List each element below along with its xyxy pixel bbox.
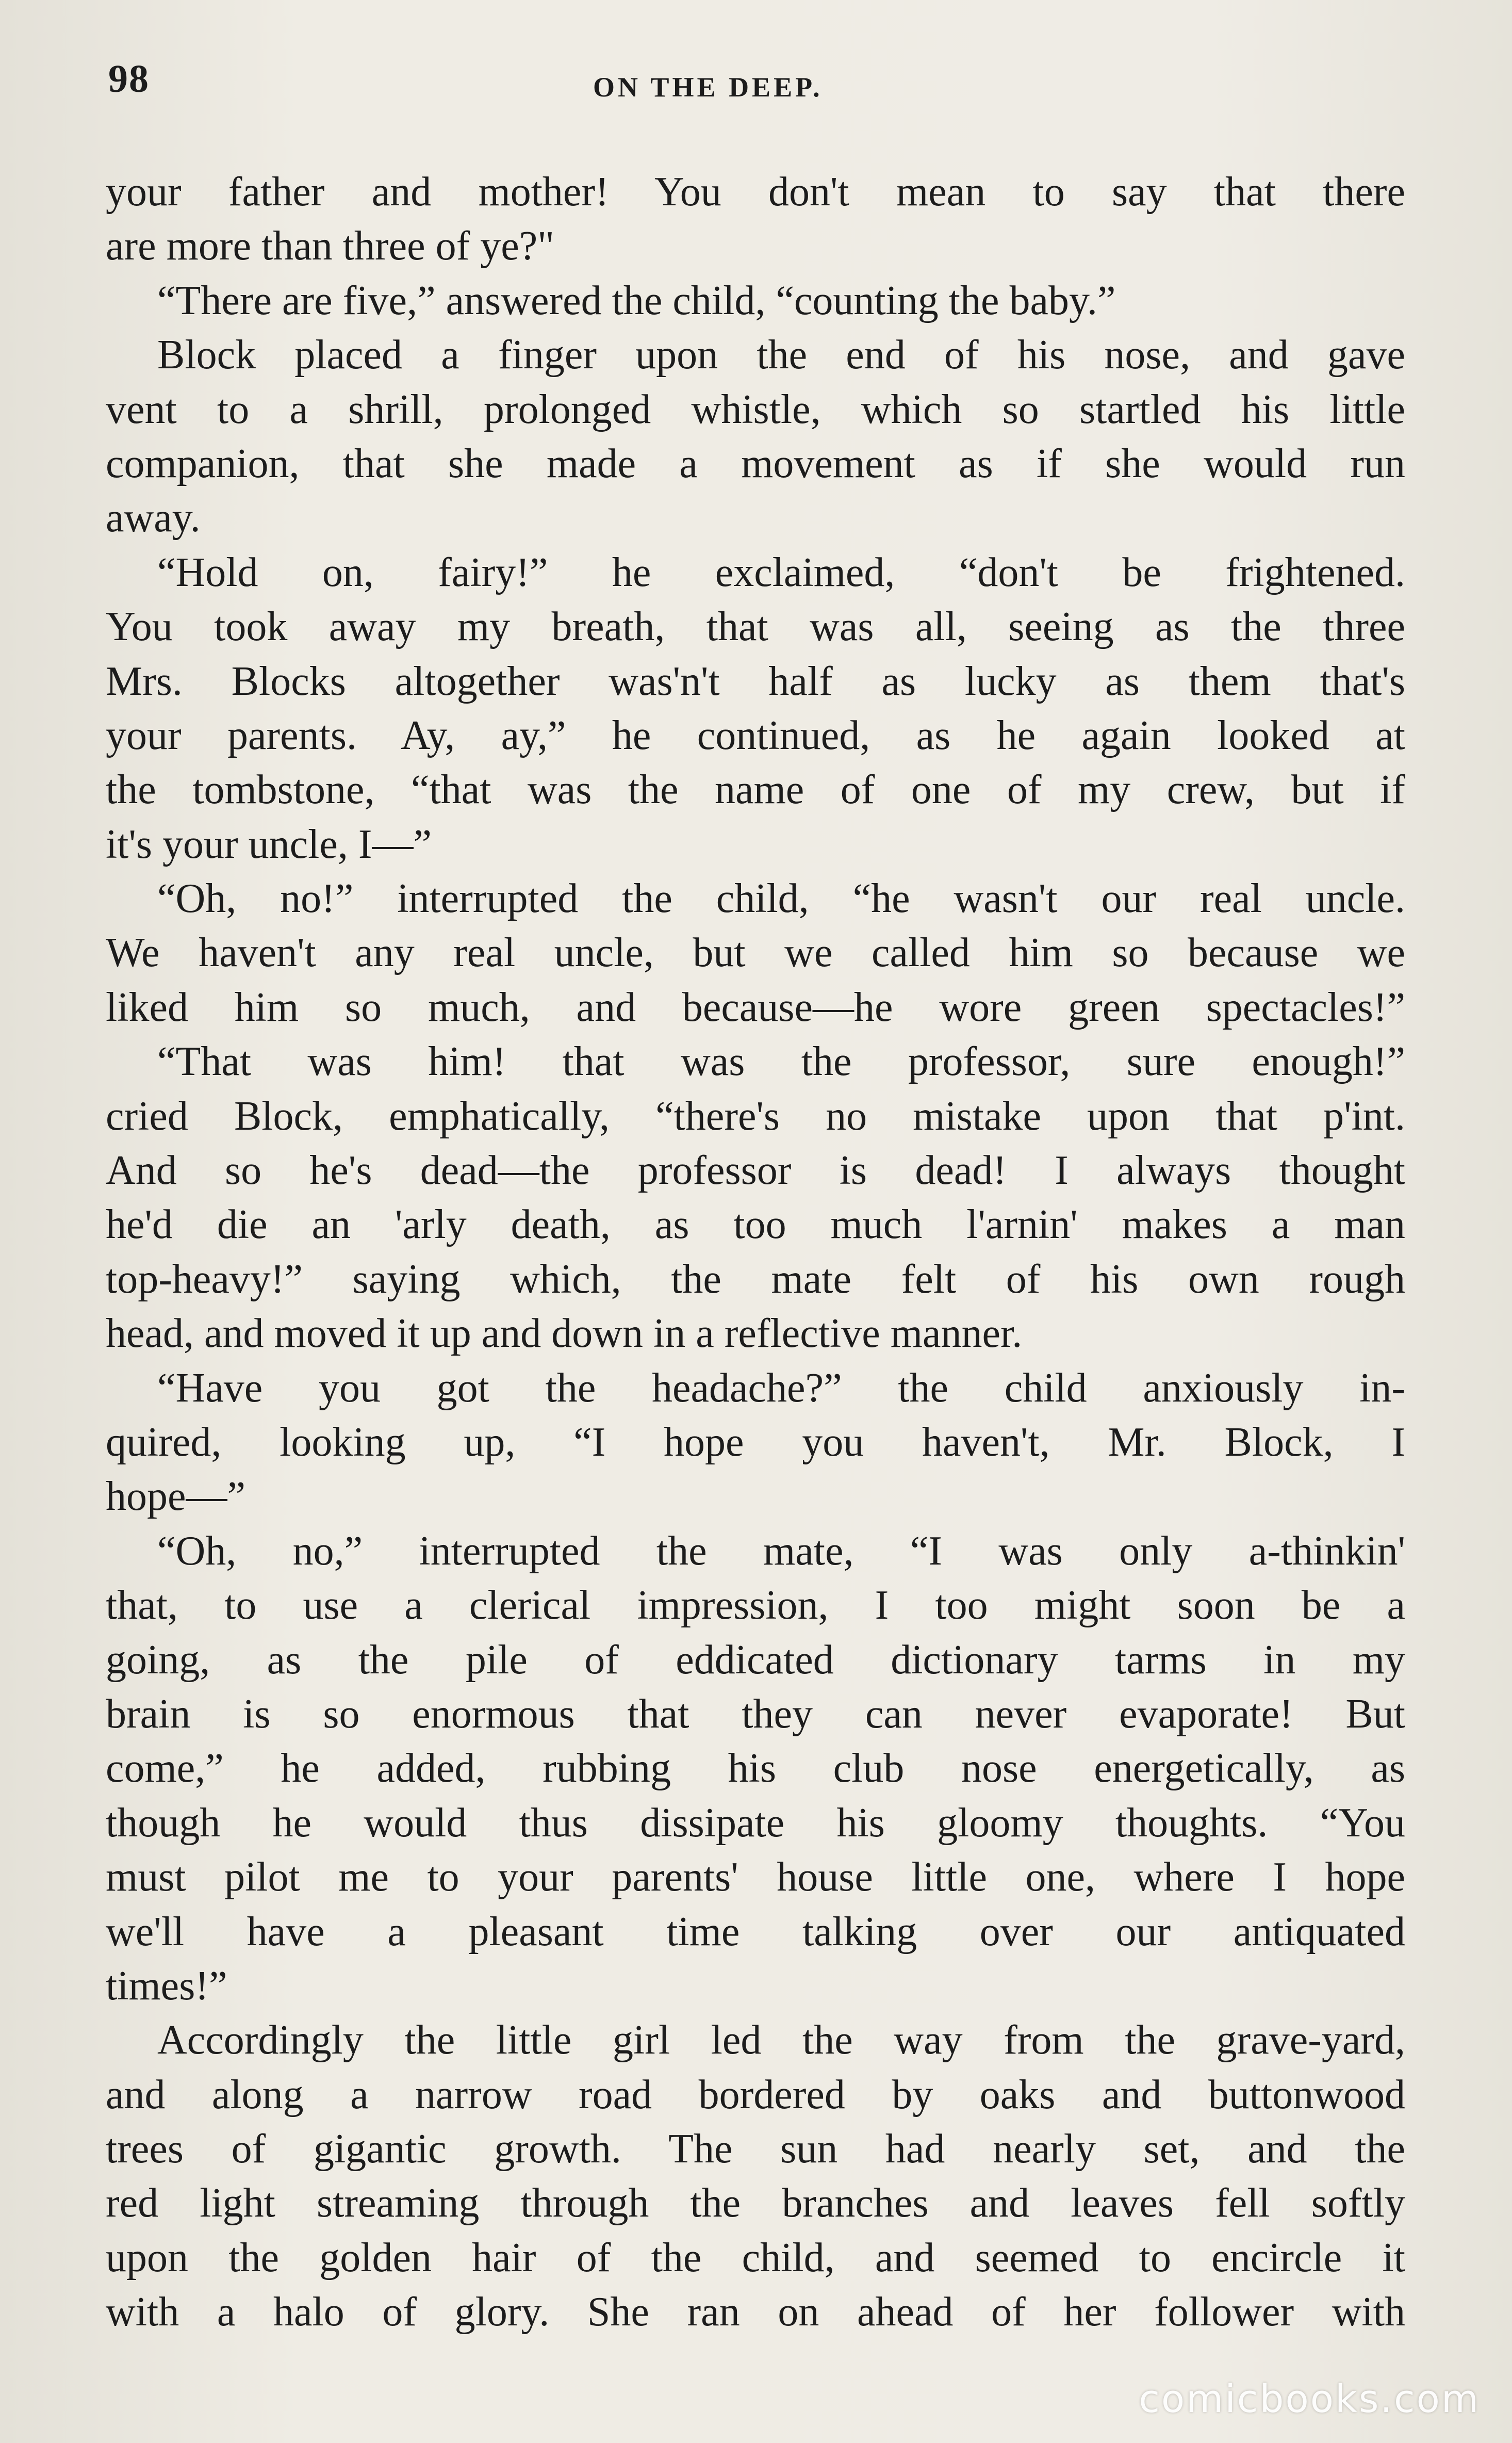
text-line: it's your uncle, I—” bbox=[106, 821, 432, 867]
text-line: your parents. Ay, ay,” he continued, as he again looked at bbox=[106, 712, 1405, 758]
text-line: the tombstone, “that was the name of one of my crew, but if bbox=[106, 767, 1405, 813]
text-line: away. bbox=[106, 495, 201, 541]
text-line: with a halo of glory. She ran on ahead of her follower with bbox=[106, 2289, 1405, 2335]
text-line: “That was him! that was the professor, sure enough!” bbox=[157, 1039, 1405, 1085]
text-line: And so he's dead—the professor is dead! I always thought bbox=[106, 1148, 1405, 1194]
text-line: we'll have a pleasant time talking over our antiquated bbox=[106, 1909, 1405, 1955]
running-head: ON THE DEEP. bbox=[593, 72, 823, 103]
text-line: “Oh, no,” interrupted the mate, “I was only a-thinkin' bbox=[157, 1528, 1405, 1574]
text-line: that, to use a clerical impression, I too might soon be a bbox=[106, 1583, 1405, 1628]
text-line: You took away my breath, that was all, seeing as the three bbox=[106, 604, 1405, 650]
text-line: top-heavy!” saying which, the mate felt of his own rough bbox=[106, 1256, 1405, 1302]
text-line: hope—” bbox=[106, 1474, 246, 1520]
text-line: trees of gigantic growth. The sun had nearly set, and the bbox=[106, 2126, 1405, 2172]
text-line: brain is so enormous that they can never evaporate! But bbox=[106, 1691, 1405, 1737]
page-header bbox=[108, 57, 1408, 113]
text-line: Accordingly the little girl led the way from the grave-yard, bbox=[157, 2017, 1405, 2063]
text-line: quired, looking up, “I hope you haven't, Mr. Block, I bbox=[106, 1419, 1405, 1465]
text-line: must pilot me to your parents' house little one, where I hope bbox=[106, 1854, 1405, 1900]
watermark: comicbooks.com bbox=[1139, 2377, 1480, 2421]
text-line: upon the golden hair of the child, and seemed to encircle it bbox=[106, 2235, 1405, 2281]
text-line: vent to a shrill, prolonged whistle, which so startled his little bbox=[106, 386, 1405, 432]
text-line: cried Block, emphatically, “there's no mistake upon that p'int. bbox=[106, 1093, 1405, 1139]
text-line: “Hold on, fairy!” he exclaimed, “don't be frightened. bbox=[157, 549, 1405, 595]
body-text bbox=[106, 165, 1405, 2340]
text-line: “There are five,” answered the child, “counting the baby.” bbox=[157, 278, 1116, 323]
text-line: going, as the pile of eddicated dictionary tarms in my bbox=[106, 1637, 1405, 1683]
text-line: head, and moved it up and down in a reflective manner. bbox=[106, 1311, 1023, 1357]
text-line: We haven't any real uncle, but we called him so because we bbox=[106, 930, 1405, 976]
text-line: Mrs. Blocks altogether was'n't half as lucky as them that's bbox=[106, 658, 1405, 704]
text-line: “Oh, no!” interrupted the child, “he wasn't our real uncle. bbox=[157, 876, 1405, 922]
text-line: “Have you got the headache?” the child anxiously in- bbox=[157, 1365, 1405, 1411]
text-line: and along a narrow road bordered by oaks and buttonwood bbox=[106, 2072, 1405, 2118]
text-line: though he would thus dissipate his gloomy thoughts. “You bbox=[106, 1800, 1405, 1846]
text-line: liked him so much, and because—he wore green spectacles!” bbox=[106, 984, 1405, 1030]
text-line: come,” he added, rubbing his club nose energetically, as bbox=[106, 1746, 1405, 1791]
text-line: your father and mother! You don't mean to say that there bbox=[106, 169, 1405, 215]
text-line: times!” bbox=[106, 1963, 227, 2009]
text-line: he'd die an 'arly death, as too much l'arnin' makes a man bbox=[106, 1202, 1405, 1248]
text-line: are more than three of ye?" bbox=[106, 223, 554, 269]
text-line: companion, that she made a movement as if she would run bbox=[106, 441, 1405, 486]
text-line: Block placed a finger upon the end of his nose, and gave bbox=[157, 332, 1405, 378]
text-line: red light streaming through the branches and leaves fell softly bbox=[106, 2180, 1405, 2226]
page-number: 98 bbox=[108, 57, 150, 101]
